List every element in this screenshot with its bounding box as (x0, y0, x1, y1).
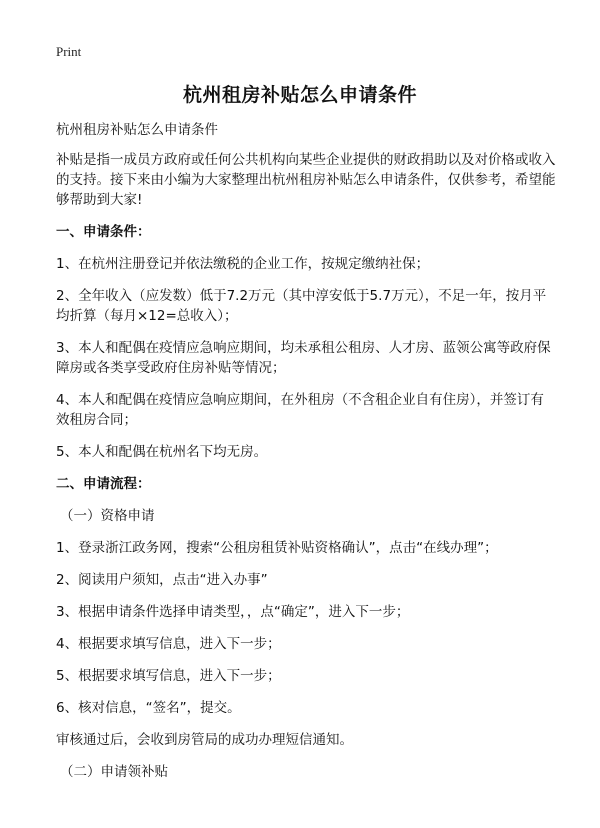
section-heading-conditions: 一、申请条件： (56, 224, 151, 240)
subsection-claim-subsidy: （二）申请领补贴 (60, 764, 168, 780)
section-heading-process: 二、申请流程： (56, 476, 151, 492)
process-step: 6、核对信息，“签名”，提交。 (56, 700, 241, 716)
intro-paragraph: 补贴是指一成员方政府或任何公共机构向某些企业提供的财政捐助以及对价格或收入的支持。接下来由小编为大家整理出杭州租房补贴怎么申请条件，仅供参考，希望能够帮助到大家! (56, 152, 556, 208)
process-step: 2、阅读用户须知，点击“进入办事” (56, 572, 268, 588)
process-step: 4、根据要求填写信息，进入下一步； (56, 636, 281, 652)
document-body (56, 120, 556, 794)
approval-note: 审核通过后，会收到房管局的成功办理短信通知。 (56, 732, 353, 748)
document-title: 杭州租房补贴怎么申请条件 (182, 84, 417, 106)
print-link[interactable]: Print (56, 44, 82, 59)
condition-item: 3、本人和配偶在疫情应急响应期间，均未承租公租房、人才房、蓝领公寓等政府保障房或各类享受政府住房补贴等情况； (56, 340, 551, 376)
process-step: 3、根据申请条件选择申请类型，，点“确定”，进入下一步； (56, 604, 410, 620)
condition-item: 1、在杭州注册登记并依法缴税的企业工作，按规定缴纳社保； (56, 256, 430, 272)
condition-item: 5、本人和配偶在杭州名下均无房。 (56, 444, 268, 460)
document-subtitle: 杭州租房补贴怎么申请条件 (56, 122, 218, 138)
subsection-qualification: （一）资格申请 (60, 508, 155, 524)
process-step: 5、根据要求填写信息，进入下一步； (56, 668, 281, 684)
condition-item: 2、全年收入（应发数）低于7.2万元（其中淳安低于5.7万元），不足一年，按月平均折算（每月×12=总收入）； (56, 288, 547, 324)
process-step: 1、登录浙江政务网，搜索“公租房租赁补贴资格确认”，点击“在线办理”； (56, 540, 498, 556)
condition-item: 4、本人和配偶在疫情应急响应期间，在外租房（不含租企业自有住房），并签订有效租房合同； (56, 392, 544, 428)
